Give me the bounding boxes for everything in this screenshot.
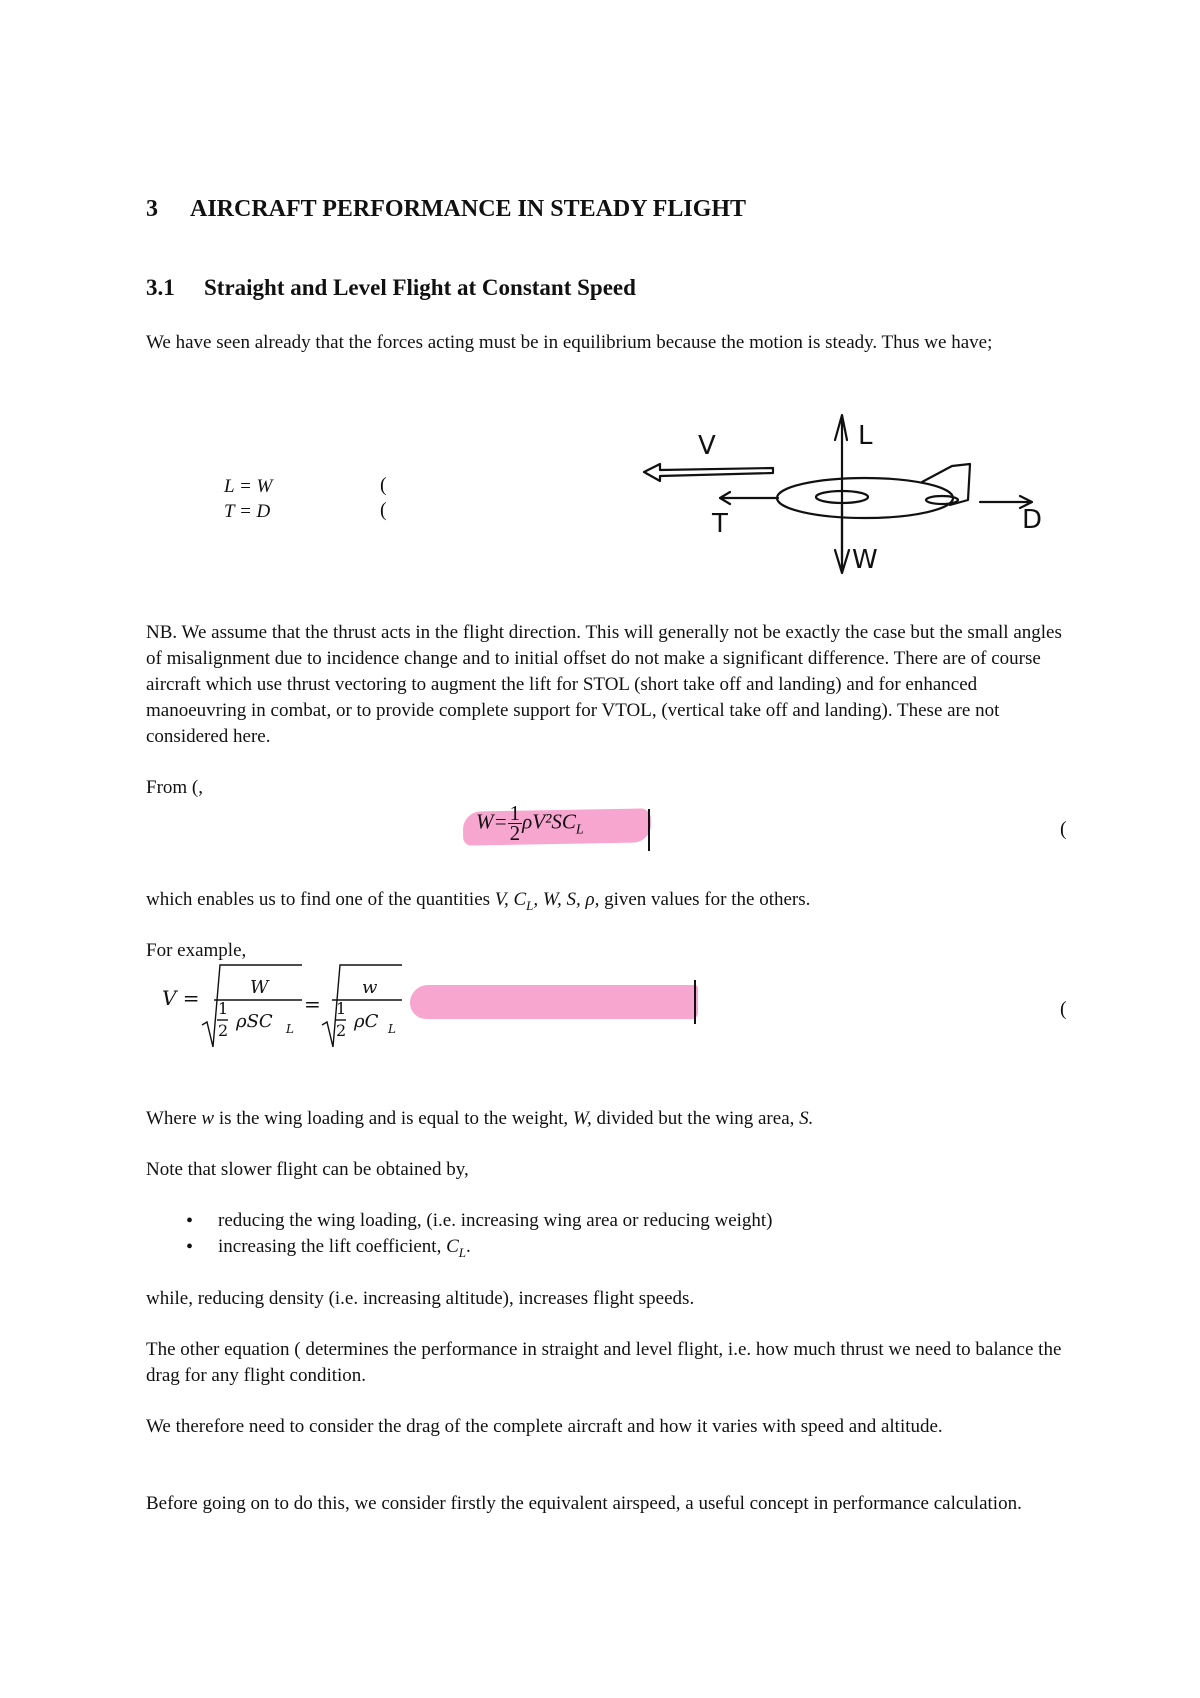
svg-text:2: 2 <box>336 1021 347 1040</box>
svg-text:=: = <box>304 992 321 1016</box>
note-text: Note that slower flight can be obtained by, <box>146 1159 469 1180</box>
label-weight: W <box>852 545 878 575</box>
speed-equation <box>150 955 440 1055</box>
eq-number-1: ( <box>380 474 387 496</box>
force-diagram <box>630 410 1070 580</box>
label-lift: L <box>858 421 873 451</box>
eq-number-3: ( <box>1060 818 1067 840</box>
svg-text:ρSC: ρSC <box>236 1011 273 1032</box>
example-text: For example, <box>146 940 247 961</box>
thrust-equals-drag: T = D <box>224 501 271 522</box>
density-paragraph: while, reducing density (i.e. increasing altitude), increases flight speeds. <box>146 1288 695 1309</box>
bullet-item: • increasing the lift coefficient, $C_L$. <box>146 1234 1066 1266</box>
svg-text:L: L <box>286 1022 294 1036</box>
eq-number-2: ( <box>380 499 387 521</box>
svg-text:1: 1 <box>218 999 229 1018</box>
nb-paragraph: NB. We assume that the thrust acts in the flight direction. This will generally not be exactly the case but the small angles of misalignment due to incidence change and to initial offset do not make a significant difference. There are of course aircraft which use thrust vectoring to augment the lift for STOL (short take off and landing) and for enhanced manoeuvring in combat, or to provide complete support for VTOL, (vertical take off and landing). These are not considered here. <box>146 622 1062 747</box>
lift-equation: W= $\frac{1}{2}$ $\rho V^2SC_L$ <box>476 801 584 845</box>
enables-paragraph: which enables us to find one of the quantities V, $C_L$, W, S, ρ, given values for the others. <box>146 889 811 913</box>
label-drag: D <box>1022 505 1043 535</box>
lift-equals-weight: L = W <box>224 476 273 497</box>
where-paragraph: Where w is the wing loading and is equal to the weight, W, divided but the wing area, S. <box>146 1108 814 1129</box>
section-number: 3.1 <box>146 275 175 300</box>
thrust-arrow <box>720 492 778 504</box>
drag-paragraph: We therefore need to consider the drag of the complete aircraft and how it varies with speed and altitude. <box>146 1416 943 1437</box>
text-cursor <box>648 809 650 851</box>
before-paragraph: Before going on to do this, we consider firstly the equivalent airspeed, a useful concept in performance calculation. <box>146 1493 1022 1514</box>
intro-paragraph: We have seen already that the forces acting must be in equilibrium because the motion is steady. Thus we have; <box>146 332 993 353</box>
chapter-title: AIRCRAFT PERFORMANCE IN STEADY FLIGHT <box>190 196 747 222</box>
chapter-heading <box>146 196 746 223</box>
highlight-mark-2 <box>410 985 698 1019</box>
svg-text:1: 1 <box>336 999 347 1018</box>
svg-text:2: 2 <box>218 1021 229 1040</box>
svg-text:ρC: ρC <box>354 1011 379 1032</box>
equilibrium-equations <box>224 474 272 524</box>
speed-lhs: V = <box>162 986 200 1010</box>
velocity-arrow <box>644 464 773 481</box>
section-title: Straight and Level Flight at Constant Speed <box>204 275 636 300</box>
weight-arrow <box>835 505 849 573</box>
from-text: From (, <box>146 777 203 798</box>
section-heading <box>146 275 636 301</box>
speed-num-2: w <box>362 977 378 998</box>
speed-num-1: W <box>250 977 269 998</box>
eq-number-4: ( <box>1060 998 1067 1020</box>
label-velocity: V <box>698 431 716 461</box>
chapter-number: 3 <box>146 196 158 222</box>
label-thrust: T <box>712 509 728 539</box>
svg-text:L: L <box>388 1022 396 1036</box>
bullet-list <box>146 1208 1066 1266</box>
text-cursor-2 <box>694 980 696 1024</box>
other-equation-paragraph: The other equation ( determines the performance in straight and level flight, i.e. how much thrust we need to balance the drag for any flight condition. <box>146 1339 1062 1386</box>
fraction-half: $\frac{1}{2}$ <box>509 801 521 845</box>
bullet-item: • reducing the wing loading, (i.e. increasing wing area or reducing weight) <box>146 1208 1066 1234</box>
